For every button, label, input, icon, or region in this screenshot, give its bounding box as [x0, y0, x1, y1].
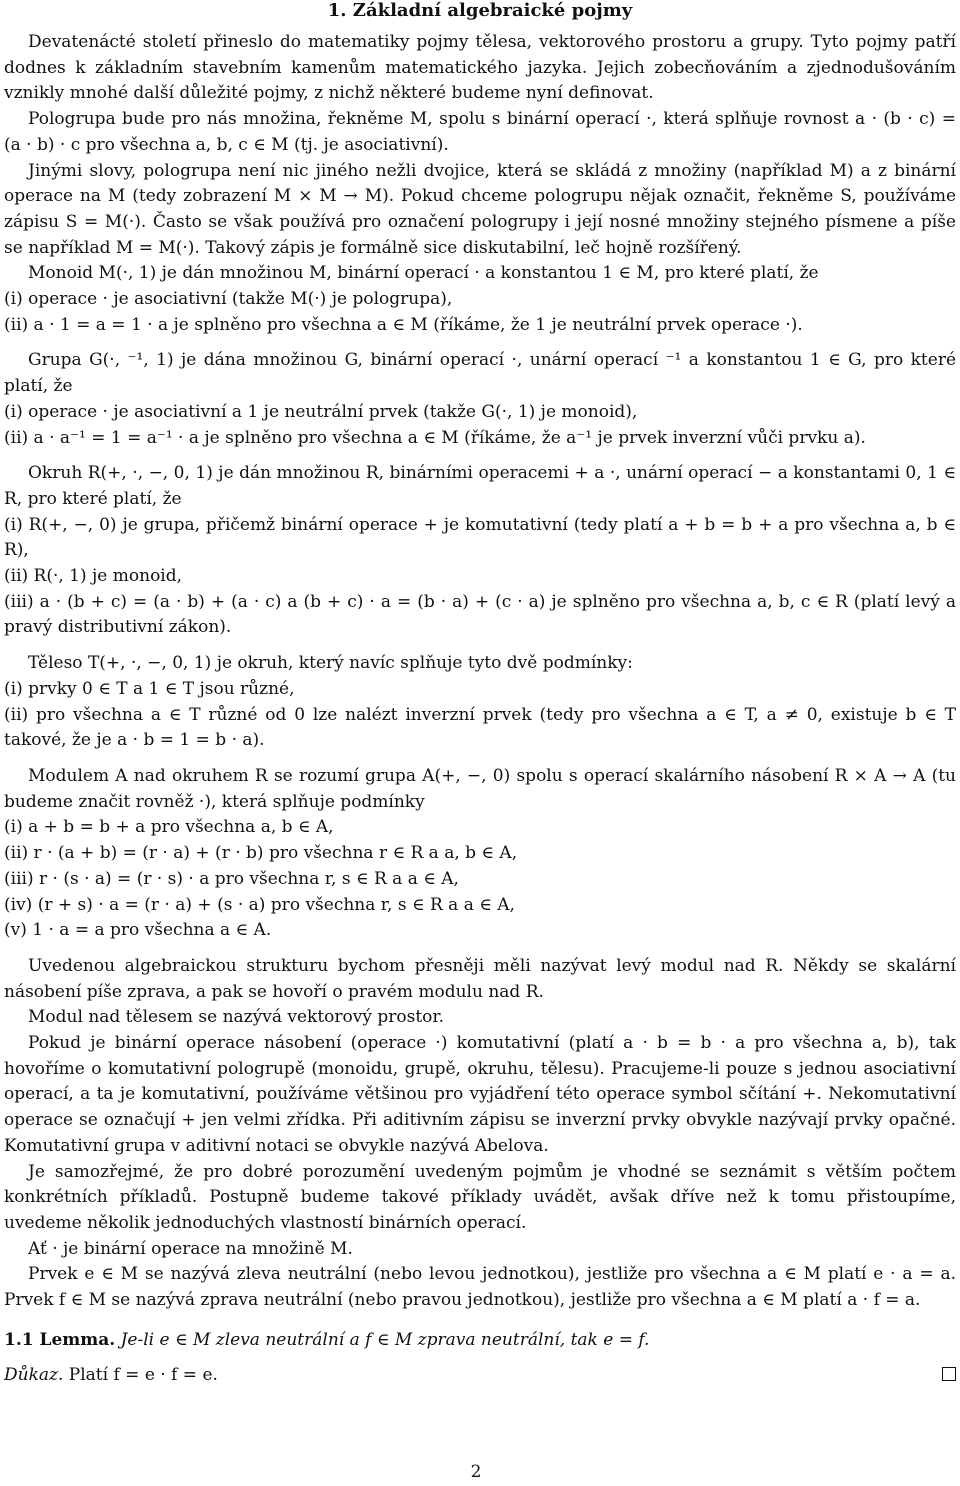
- teleso-condition-i: (i) prvky 0 ∈ T a 1 ∈ T jsou různé,: [4, 678, 295, 699]
- teleso-definition: Těleso T(+, ·, −, 0, 1) je okruh, který navíc splňuje tyto dvě podmínky:: [28, 653, 633, 674]
- section-title: 1. Základní algebraické pojmy: [327, 0, 633, 21]
- pologrupa-definition: Pologrupa bude pro nás množina, řekněme M, spolu s binární operací ·, která splňuje rovnost a · (b · c) = (a · b) · c pro všechna a, b, c ∈ M (tj. je asociativní).: [4, 109, 956, 155]
- modul-condition-v: (v) 1 · a = a pro všechna a ∈ A.: [4, 920, 272, 941]
- priklady-paragraph: Je samozřejmé, že pro dobré porozumění uvedeným pojmům je vhodné se seznámit s větším počtem konkrétních příkladů. Postupně budeme takové příklady uvádět, avšak dříve než k tomu přistoupíme, uvedeme několik jednoduchých vlastností binárních operací.: [4, 1161, 956, 1233]
- pologrupa-remark: Jinými slovy, pologrupa není nic jiného nežli dvojice, která se skládá z množiny (například M) a z binární operace na M (tedy zobrazení M × M → M). Pokud chceme pologrupu nějak označit, řekněme S, používáme zápisu S = M(·). Často se však používá pro označení pologrupy i její nosné množiny stejného písmene a píše se například M = M(·). Takový zápis je formálně sice diskutabilní, leč hojně rozšířený.: [4, 160, 956, 258]
- proof-label: Důkaz.: [4, 1365, 64, 1386]
- page: [4, 0, 956, 1389]
- vektorovy-prostor-paragraph: Modul nad tělesem se nazývá vektorový prostor.: [28, 1007, 445, 1028]
- grupa-definition: Grupa G(·, ⁻¹, 1) je dána množinou G, binární operací ·, unární operací ⁻¹ a konstantou 1 ∈ G, pro které platí, že: [4, 350, 956, 397]
- lemma-text: Je-li e ∈ M zleva neutrální a f ∈ M zprava neutrální, tak e = f.: [120, 1329, 650, 1350]
- lemma: [4, 1328, 956, 1354]
- okruh-condition-i: (i) R(+, −, 0) je grupa, přičemž binární operace + je komutativní (tedy platí a + b = b + a pro všechna a, b ∈ R),: [4, 514, 956, 561]
- page-number: 2: [470, 1462, 482, 1482]
- grupa-condition-ii: (ii) a · a⁻¹ = 1 = a⁻¹ · a je splněno pro všechna a ∈ M (říkáme, že a⁻¹ je prvek inverzní vůči prvku a).: [4, 427, 866, 448]
- levy-modul-paragraph: Uvedenou algebraickou strukturu bychom přesněji měli nazývat levý modul nad R. Někdy se skalární násobení píše zprava, a pak se hovoří o pravém modulu nad R.: [4, 955, 956, 1002]
- modul-definition: Modulem A nad okruhem R se rozumí grupa A(+, −, 0) spolu s operací skalárního násobení R × A → A (tu budeme značit rovněž ·), která splňuje podmínky: [4, 765, 956, 812]
- okruh-definition: Okruh R(+, ·, −, 0, 1) je dán množinou R, binárními operacemi + a ·, unární operací − a konstantami 0, 1 ∈ R, pro které platí, že: [4, 463, 956, 509]
- monoid-condition-i: (i) operace · je asociativní (takže M(·) je pologrupa),: [4, 289, 453, 310]
- modul-condition-i: (i) a + b = b + a pro všechna a, b ∈ A,: [4, 817, 334, 838]
- modul-condition-ii: (ii) r · (a + b) = (r · a) + (r · b) pro všechna r ∈ R a a, b ∈ A,: [4, 843, 518, 864]
- modul-condition-iv: (iv) (r + s) · a = (r · a) + (s · a) pro všechna r, s ∈ R a a ∈ A,: [4, 894, 515, 915]
- at-paragraph: Ať · je binární operace na množině M.: [28, 1238, 353, 1259]
- okruh-condition-ii: (ii) R(·, 1) je monoid,: [4, 566, 183, 587]
- okruh-condition-iii: (iii) a · (b + c) = (a · b) + (a · c) a (b + c) · a = (b · a) + (c · a) je splněno pro všechna a, b, c ∈ R (platí levý a pravý distributivní zákon).: [4, 591, 956, 638]
- intro-paragraph: Devatenácté století přineslo do matematiky pojmy tělesa, vektorového prostoru a grupy. Tyto pojmy patří dodnes k základním stavebním kamenům matematického jazyka. Jejich zobecňováním a zjednodušováním vznikly mnohé další důležité pojmy, z nichž některé budeme nyní definovat.: [4, 32, 956, 104]
- lemma-label: 1.1 Lemma.: [4, 1329, 116, 1350]
- proof-text: Platí f = e · f = e.: [68, 1365, 218, 1386]
- proof: [4, 1363, 956, 1389]
- monoid-definition: Monoid M(·, 1) je dán množinou M, binární operací · a konstantou 1 ∈ M, pro které platí, že: [28, 263, 819, 284]
- komutativni-paragraph: Pokud je binární operace násobení (operace ·) komutativní (platí a · b = b · a pro všechna a, b), tak hovoříme o komutativní pologrupě (monoidu, grupě, okruhu, tělesu). Pracujeme-li pouze s jednou asociativní operací, a ta je komutativní, používáme většinou pro vyjádření této operace symbol sčítání +. Nekomutativní operace se označují + jen velmi zřídka. Při aditivním zápisu se inverzní prvky obvykle nazývají prvky opačné. Komutativní grupa v aditivní notaci se obvykle nazývá Abelova.: [4, 1033, 956, 1156]
- neutralni-prvek-paragraph: Prvek e ∈ M se nazývá zleva neutrální (nebo levou jednotkou), jestliže pro všechna a ∈ M platí e · a = a. Prvek f ∈ M se nazývá zprava neutrální (nebo pravou jednotkou), jestliže pro všechna a ∈ M platí a · f = a.: [4, 1264, 956, 1311]
- grupa-condition-i: (i) operace · je asociativní a 1 je neutrální prvek (takže G(·, 1) je monoid),: [4, 401, 638, 422]
- monoid-condition-ii: (ii) a · 1 = a = 1 · a je splněno pro všechna a ∈ M (říkáme, že 1 je neutrální prvek operace ·).: [4, 314, 803, 335]
- teleso-condition-ii: (ii) pro všechna a ∈ T různé od 0 lze nalézt inverzní prvek (tedy pro všechna a ∈ T, a ≠ 0, existuje b ∈ T takové, že je a · b = 1 = b · a).: [4, 704, 956, 751]
- qed-square-icon: [942, 1367, 956, 1381]
- modul-condition-iii: (iii) r · (s · a) = (r · s) · a pro všechna r, s ∈ R a a ∈ A,: [4, 868, 459, 889]
